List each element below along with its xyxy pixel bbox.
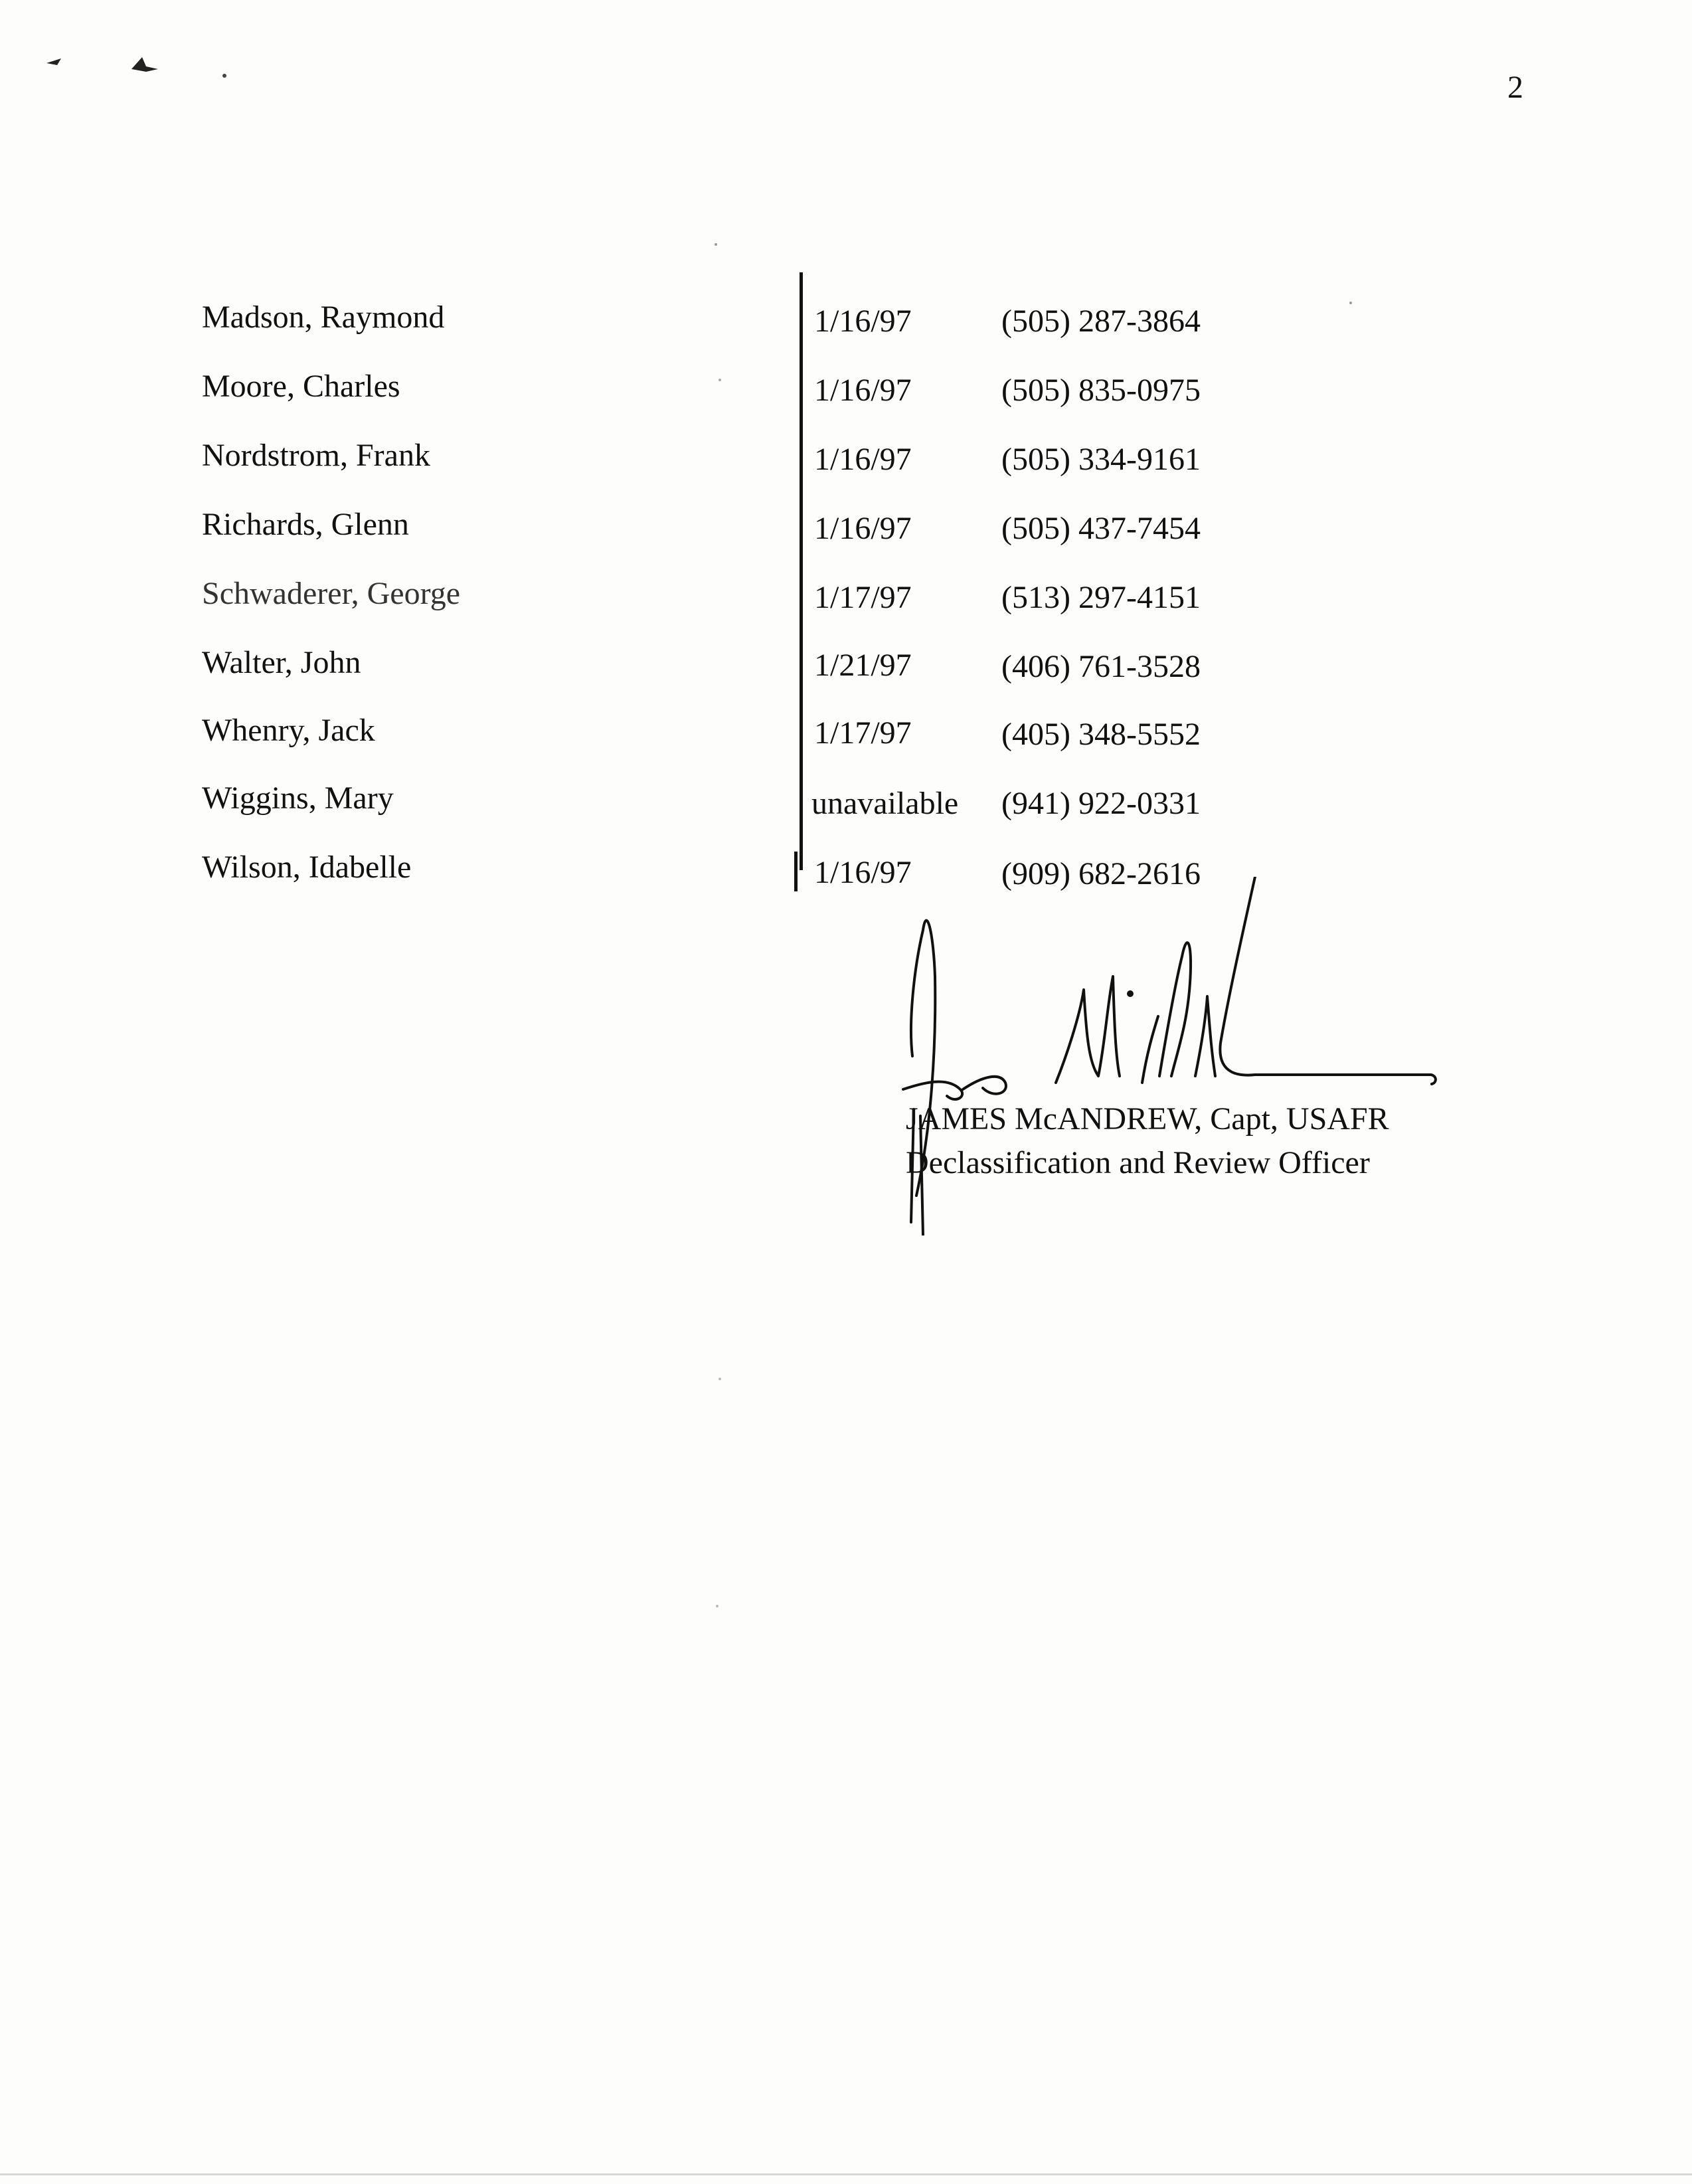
contact-date: 1/16/97 — [814, 304, 912, 339]
contact-phone: (513) 297-4151 — [1001, 580, 1201, 615]
contact-name: Wiggins, Mary — [202, 780, 394, 816]
contact-phone: (505) 437-7454 — [1001, 511, 1201, 546]
contact-date: 1/16/97 — [814, 373, 912, 408]
signature-block — [906, 1097, 1389, 1185]
contact-phone: (941) 922-0331 — [1001, 786, 1201, 821]
contact-phone: (505) 334-9161 — [1001, 442, 1201, 477]
page-number: 2 — [1507, 70, 1523, 105]
signer-title: Declassification and Review Officer — [906, 1145, 1370, 1180]
contact-name: Nordstrom, Frank — [202, 438, 430, 473]
contact-phone: (505) 287-3864 — [1001, 304, 1201, 339]
column-divider-tail — [794, 852, 798, 891]
contact-phone: (909) 682-2616 — [1001, 856, 1201, 891]
contact-date: 1/17/97 — [814, 715, 912, 751]
column-divider — [800, 272, 803, 870]
contact-date: 1/16/97 — [814, 855, 912, 890]
contact-phone: (405) 348-5552 — [1001, 717, 1201, 752]
contact-phone: (406) 761-3528 — [1001, 649, 1201, 684]
contact-date: unavailable — [811, 786, 959, 821]
contact-name: Madson, Raymond — [202, 300, 445, 335]
contact-name: Moore, Charles — [202, 369, 400, 404]
contact-phone: (505) 835-0975 — [1001, 373, 1201, 408]
contact-name: Whenry, Jack — [202, 713, 375, 748]
contact-name: Richards, Glenn — [202, 507, 409, 542]
contact-name: Walter, John — [202, 645, 361, 680]
contact-name: Wilson, Idabelle — [202, 850, 412, 885]
contact-date: 1/21/97 — [814, 648, 912, 683]
contact-name: Schwaderer, George — [202, 576, 461, 611]
contact-date: 1/17/97 — [814, 580, 912, 615]
scan-edge — [0, 2173, 1692, 2175]
signer-name: JAMES McANDREW, Capt, USAFR — [906, 1101, 1389, 1137]
contact-date: 1/16/97 — [814, 442, 912, 477]
contact-date: 1/16/97 — [814, 511, 912, 546]
